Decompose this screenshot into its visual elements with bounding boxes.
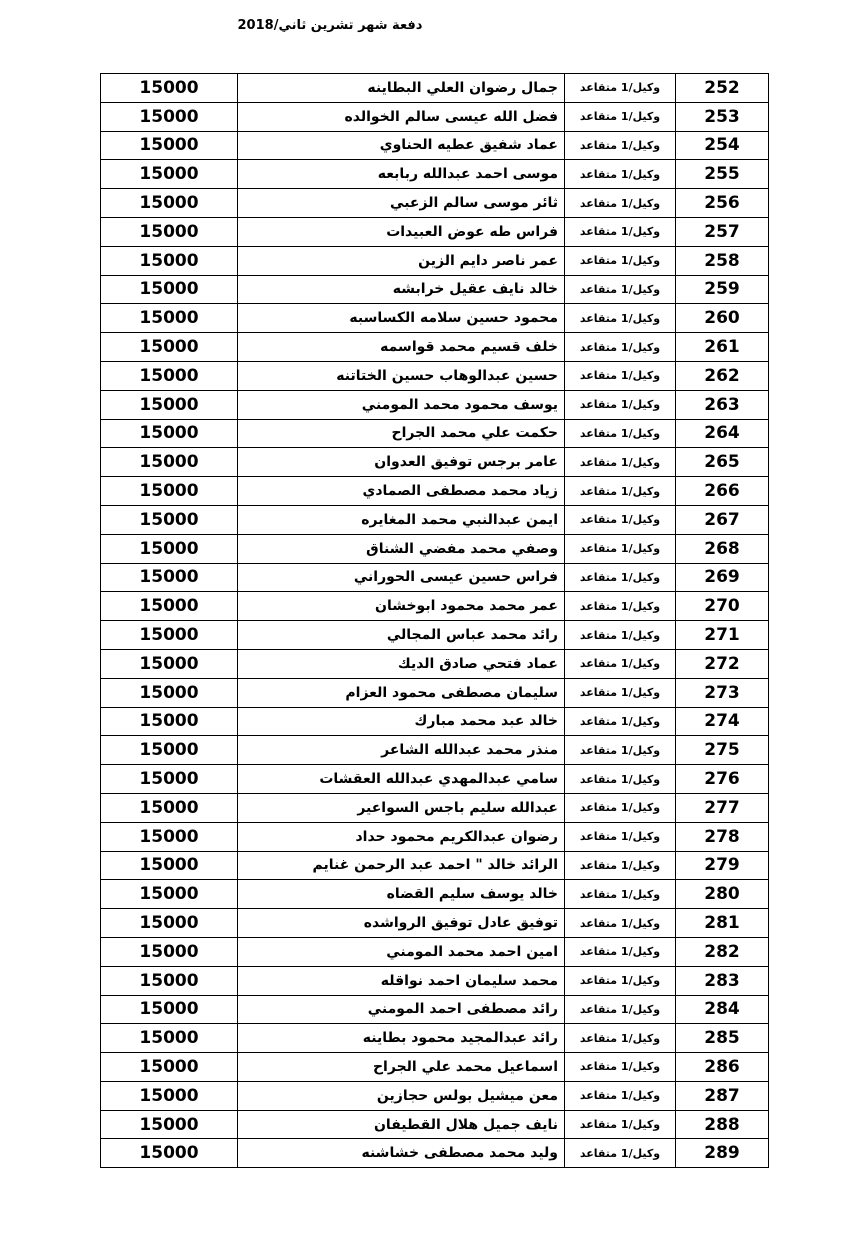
name-cell: موسى احمد عبدالله ربابعه (238, 160, 565, 189)
name-cell: رضوان عبدالكريم محمود حداد (238, 822, 565, 851)
table-row (101, 707, 769, 736)
amount-cell: 15000 (101, 131, 238, 160)
number-cell: 280 (676, 880, 769, 909)
table-row (101, 563, 769, 592)
amount-cell: 15000 (101, 909, 238, 938)
number-cell: 262 (676, 361, 769, 390)
table-row (101, 966, 769, 995)
name-cell: ايمن عبدالنبي محمد المغايره (238, 505, 565, 534)
table-row (101, 74, 769, 103)
amount-cell: 15000 (101, 390, 238, 419)
number-cell: 275 (676, 736, 769, 765)
rank-cell: وكيل/1 متقاعد (565, 74, 676, 103)
name-cell: امين احمد محمد المومني (238, 937, 565, 966)
rank-cell: وكيل/1 متقاعد (565, 1110, 676, 1139)
rank-cell: وكيل/1 متقاعد (565, 937, 676, 966)
amount-cell: 15000 (101, 793, 238, 822)
amount-cell: 15000 (101, 1024, 238, 1053)
amount-cell: 15000 (101, 419, 238, 448)
number-cell: 273 (676, 678, 769, 707)
name-cell: خلف قسيم محمد قواسمه (238, 333, 565, 362)
table-row (101, 304, 769, 333)
amount-cell: 15000 (101, 102, 238, 131)
rank-cell: وكيل/1 متقاعد (565, 592, 676, 621)
table-row (101, 448, 769, 477)
page-title: دفعة شهر تشرين ثاني/2018 (237, 18, 423, 33)
name-cell: سليمان مصطفى محمود العزام (238, 678, 565, 707)
rank-cell: وكيل/1 متقاعد (565, 477, 676, 506)
rank-cell: وكيل/1 متقاعد (565, 419, 676, 448)
amount-cell: 15000 (101, 1081, 238, 1110)
number-cell: 272 (676, 649, 769, 678)
rank-cell: وكيل/1 متقاعد (565, 1081, 676, 1110)
table-row (101, 275, 769, 304)
number-cell: 281 (676, 909, 769, 938)
rank-cell: وكيل/1 متقاعد (565, 390, 676, 419)
rank-cell: وكيل/1 متقاعد (565, 563, 676, 592)
number-cell: 278 (676, 822, 769, 851)
rank-cell: وكيل/1 متقاعد (565, 995, 676, 1024)
number-cell: 257 (676, 217, 769, 246)
name-cell: زياد محمد مصطفى الصمادي (238, 477, 565, 506)
name-cell: حكمت علي محمد الجراح (238, 419, 565, 448)
table-row (101, 246, 769, 275)
number-cell: 270 (676, 592, 769, 621)
rank-cell: وكيل/1 متقاعد (565, 851, 676, 880)
table-row (101, 217, 769, 246)
table-row (101, 909, 769, 938)
name-cell: خالد عبد محمد مبارك (238, 707, 565, 736)
rank-cell: وكيل/1 متقاعد (565, 1053, 676, 1082)
number-cell: 259 (676, 275, 769, 304)
amount-cell: 15000 (101, 966, 238, 995)
table-row (101, 477, 769, 506)
number-cell: 267 (676, 505, 769, 534)
number-cell: 268 (676, 534, 769, 563)
name-cell: عامر برجس توفيق العدوان (238, 448, 565, 477)
name-cell: الرائد خالد " احمد عبد الرحمن غنايم (238, 851, 565, 880)
number-cell: 289 (676, 1139, 769, 1168)
number-cell: 261 (676, 333, 769, 362)
table-row (101, 851, 769, 880)
number-cell: 256 (676, 189, 769, 218)
amount-cell: 15000 (101, 304, 238, 333)
rank-cell: وكيل/1 متقاعد (565, 333, 676, 362)
rank-cell: وكيل/1 متقاعد (565, 621, 676, 650)
number-cell: 276 (676, 765, 769, 794)
number-cell: 271 (676, 621, 769, 650)
amount-cell: 15000 (101, 333, 238, 362)
amount-cell: 15000 (101, 736, 238, 765)
table-row (101, 160, 769, 189)
name-cell: محمد سليمان احمد نواقله (238, 966, 565, 995)
name-cell: يوسف محمود محمد المومني (238, 390, 565, 419)
amount-cell: 15000 (101, 678, 238, 707)
name-cell: وصفي محمد مفضي الشناق (238, 534, 565, 563)
name-cell: وليد محمد مصطفى خشاشنه (238, 1139, 565, 1168)
table-row (101, 1110, 769, 1139)
name-cell: توفيق عادل توفيق الرواشده (238, 909, 565, 938)
amount-cell: 15000 (101, 937, 238, 966)
rank-cell: وكيل/1 متقاعد (565, 102, 676, 131)
amount-cell: 15000 (101, 275, 238, 304)
name-cell: نايف جميل هلال القطيفان (238, 1110, 565, 1139)
amount-cell: 15000 (101, 505, 238, 534)
table-row (101, 1139, 769, 1168)
table-row (101, 390, 769, 419)
rank-cell: وكيل/1 متقاعد (565, 534, 676, 563)
name-cell: عمر محمد محمود ابوخشان (238, 592, 565, 621)
name-cell: عمر ناصر دايم الزين (238, 246, 565, 275)
amount-cell: 15000 (101, 189, 238, 218)
number-cell: 285 (676, 1024, 769, 1053)
number-cell: 254 (676, 131, 769, 160)
amount-cell: 15000 (101, 448, 238, 477)
amount-cell: 15000 (101, 1053, 238, 1082)
name-cell: رائد عبدالمجيد محمود بطاينه (238, 1024, 565, 1053)
amount-cell: 15000 (101, 765, 238, 794)
rank-cell: وكيل/1 متقاعد (565, 189, 676, 218)
table-row (101, 1024, 769, 1053)
rank-cell: وكيل/1 متقاعد (565, 966, 676, 995)
table-row (101, 880, 769, 909)
rank-cell: وكيل/1 متقاعد (565, 505, 676, 534)
table-row (101, 649, 769, 678)
amount-cell: 15000 (101, 621, 238, 650)
name-cell: رائد محمد عباس المجالي (238, 621, 565, 650)
table-body (101, 74, 769, 1168)
rank-cell: وكيل/1 متقاعد (565, 765, 676, 794)
rank-cell: وكيل/1 متقاعد (565, 736, 676, 765)
rank-cell: وكيل/1 متقاعد (565, 1024, 676, 1053)
number-cell: 288 (676, 1110, 769, 1139)
rank-cell: وكيل/1 متقاعد (565, 160, 676, 189)
table-row (101, 361, 769, 390)
number-cell: 287 (676, 1081, 769, 1110)
table-row (101, 131, 769, 160)
rank-cell: وكيل/1 متقاعد (565, 707, 676, 736)
number-cell: 263 (676, 390, 769, 419)
number-cell: 260 (676, 304, 769, 333)
amount-cell: 15000 (101, 74, 238, 103)
amount-cell: 15000 (101, 822, 238, 851)
table-row (101, 189, 769, 218)
number-cell: 255 (676, 160, 769, 189)
amount-cell: 15000 (101, 160, 238, 189)
table-row (101, 822, 769, 851)
rank-cell: وكيل/1 متقاعد (565, 793, 676, 822)
name-cell: فضل الله عيسى سالم الخوالده (238, 102, 565, 131)
table-row (101, 1081, 769, 1110)
number-cell: 279 (676, 851, 769, 880)
rank-cell: وكيل/1 متقاعد (565, 880, 676, 909)
amount-cell: 15000 (101, 534, 238, 563)
table-row (101, 534, 769, 563)
number-cell: 265 (676, 448, 769, 477)
amount-cell: 15000 (101, 880, 238, 909)
number-cell: 286 (676, 1053, 769, 1082)
amount-cell: 15000 (101, 217, 238, 246)
table-row (101, 1053, 769, 1082)
number-cell: 274 (676, 707, 769, 736)
name-cell: اسماعيل محمد علي الجراح (238, 1053, 565, 1082)
name-cell: جمال رضوان العلي البطاينه (238, 74, 565, 103)
rank-cell: وكيل/1 متقاعد (565, 361, 676, 390)
number-cell: 258 (676, 246, 769, 275)
number-cell: 282 (676, 937, 769, 966)
amount-cell: 15000 (101, 563, 238, 592)
amount-cell: 15000 (101, 361, 238, 390)
rank-cell: وكيل/1 متقاعد (565, 649, 676, 678)
rank-cell: وكيل/1 متقاعد (565, 217, 676, 246)
number-cell: 253 (676, 102, 769, 131)
number-cell: 284 (676, 995, 769, 1024)
name-cell: عماد فتحي صادق الديك (238, 649, 565, 678)
table-row (101, 333, 769, 362)
amount-cell: 15000 (101, 851, 238, 880)
rank-cell: وكيل/1 متقاعد (565, 131, 676, 160)
name-cell: ثائر موسى سالم الزعبي (238, 189, 565, 218)
name-cell: رائد مصطفى احمد المومني (238, 995, 565, 1024)
name-cell: منذر محمد عبدالله الشاعر (238, 736, 565, 765)
amount-cell: 15000 (101, 1139, 238, 1168)
rank-cell: وكيل/1 متقاعد (565, 1139, 676, 1168)
number-cell: 266 (676, 477, 769, 506)
number-cell: 264 (676, 419, 769, 448)
name-cell: محمود حسين سلامه الكساسبه (238, 304, 565, 333)
rank-cell: وكيل/1 متقاعد (565, 822, 676, 851)
table-row (101, 621, 769, 650)
amount-cell: 15000 (101, 707, 238, 736)
rank-cell: وكيل/1 متقاعد (565, 246, 676, 275)
amount-cell: 15000 (101, 477, 238, 506)
name-cell: خالد يوسف سليم القضاه (238, 880, 565, 909)
table-row (101, 995, 769, 1024)
name-cell: حسين عبدالوهاب حسين الختاتنه (238, 361, 565, 390)
table-row (101, 678, 769, 707)
amount-cell: 15000 (101, 592, 238, 621)
name-cell: سامي عبدالمهدي عبدالله العقشات (238, 765, 565, 794)
number-cell: 283 (676, 966, 769, 995)
rank-cell: وكيل/1 متقاعد (565, 448, 676, 477)
amount-cell: 15000 (101, 246, 238, 275)
name-cell: عماد شفيق عطيه الحناوي (238, 131, 565, 160)
name-cell: معن ميشيل بولس حجازين (238, 1081, 565, 1110)
table-row (101, 505, 769, 534)
table-row (101, 937, 769, 966)
table-row (101, 793, 769, 822)
rank-cell: وكيل/1 متقاعد (565, 909, 676, 938)
amount-cell: 15000 (101, 1110, 238, 1139)
rank-cell: وكيل/1 متقاعد (565, 275, 676, 304)
table-row (101, 592, 769, 621)
number-cell: 277 (676, 793, 769, 822)
rank-cell: وكيل/1 متقاعد (565, 678, 676, 707)
payment-table (100, 73, 769, 1168)
table-row (101, 736, 769, 765)
amount-cell: 15000 (101, 995, 238, 1024)
amount-cell: 15000 (101, 649, 238, 678)
table-row (101, 419, 769, 448)
name-cell: عبدالله سليم باجس السواعير (238, 793, 565, 822)
rank-cell: وكيل/1 متقاعد (565, 304, 676, 333)
table-row (101, 765, 769, 794)
name-cell: فراس حسين عيسى الحوراني (238, 563, 565, 592)
number-cell: 269 (676, 563, 769, 592)
name-cell: خالد نايف عقيل خرابشه (238, 275, 565, 304)
number-cell: 252 (676, 74, 769, 103)
name-cell: فراس طه عوض العبيدات (238, 217, 565, 246)
table-row (101, 102, 769, 131)
